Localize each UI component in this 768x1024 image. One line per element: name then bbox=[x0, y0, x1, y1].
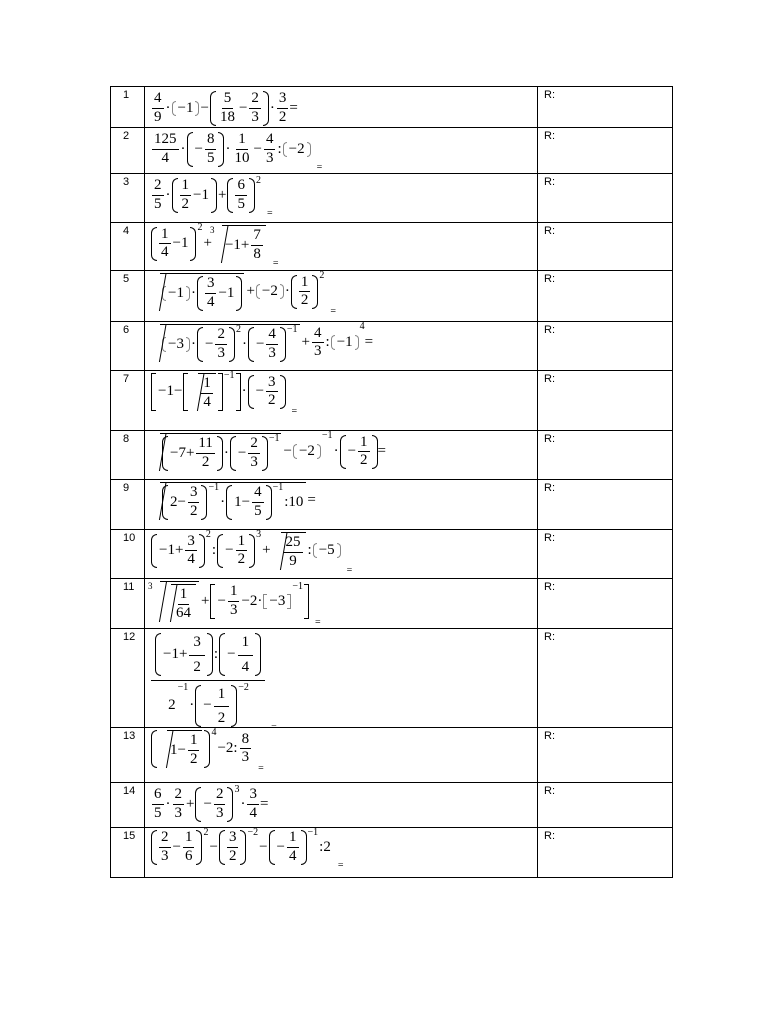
table-row bbox=[111, 783, 673, 828]
table-row bbox=[111, 728, 673, 783]
row-number: 4 bbox=[111, 223, 145, 271]
expression-cell bbox=[145, 128, 538, 174]
row-number: 14 bbox=[111, 783, 145, 828]
equals-sign: = bbox=[346, 564, 353, 576]
expression-cell bbox=[145, 530, 538, 579]
table-row bbox=[111, 579, 673, 629]
row-number: 10 bbox=[111, 530, 145, 579]
equals-sign: = bbox=[364, 334, 374, 351]
result-label: R: bbox=[538, 579, 673, 629]
expression-cell bbox=[145, 480, 538, 530]
equals-sign: = bbox=[337, 859, 344, 871]
expression-cell bbox=[145, 371, 538, 431]
result-label: R: bbox=[538, 371, 673, 431]
math-expression: −3 · − $\frac{2}{3}$ 2 · − $\frac{4}{3}$ −1 + $\frac{4}{3}$ : −1 4 = bbox=[151, 324, 373, 362]
math-expression: 6 5 · 2 3 + − $\frac{2}{3}$ 3 · $\frac{3}{4}$ = bbox=[154, 784, 269, 821]
expression-cell bbox=[145, 728, 538, 783]
exercise-table bbox=[110, 86, 673, 878]
math-expression: 4 9 · −1 − 5 18 − $\frac{2}{3}$ · $\frac{3}{2}$ = bbox=[154, 90, 298, 125]
expression-cell bbox=[145, 629, 538, 733]
math-expression: 1− $\frac{1}{2}$ 4 −2: $\frac{8}{3}$ = bbox=[151, 730, 264, 768]
math-expression: −7+ $\frac{11}{2}$ · − $\frac{2}{3}$ −1 − −2 −1 · − $\frac{1}{2}$ = bbox=[151, 433, 386, 471]
row-number: 7 bbox=[111, 371, 145, 431]
result-label: R: bbox=[538, 783, 673, 828]
equals-sign: = bbox=[258, 762, 264, 774]
table-row bbox=[111, 322, 673, 371]
table-row bbox=[111, 480, 673, 530]
expression-cell bbox=[145, 579, 538, 629]
equals-sign: = bbox=[259, 795, 269, 812]
equals-sign: = bbox=[289, 99, 298, 116]
row-number: 6 bbox=[111, 322, 145, 371]
result-label: R: bbox=[538, 271, 673, 322]
row-number: 13 bbox=[111, 728, 145, 783]
table-row bbox=[111, 223, 673, 271]
result-label: R: bbox=[538, 530, 673, 579]
expression-cell bbox=[145, 223, 538, 271]
equals-sign: = bbox=[271, 722, 277, 733]
row-number: 8 bbox=[111, 431, 145, 480]
table-row bbox=[111, 271, 673, 322]
equals-sign: = bbox=[377, 443, 386, 460]
math-expression: 125 4 · − $\frac{8}{5}$ · 1 10 − $\frac{4}{3}$ : −2 = bbox=[154, 131, 323, 173]
math-expression: 3 1 64 + − $\frac{1}{3}$ −2· −3 −1 = bbox=[148, 581, 321, 628]
row-number: 12 bbox=[111, 629, 145, 728]
row-number: 11 bbox=[111, 579, 145, 629]
table-row bbox=[111, 431, 673, 480]
math-expression: 2 3 − $\frac{1}{6}$ 2 − 3 2 −2 − − $\frac{1}{4}$ −1 :2 = bbox=[151, 830, 343, 865]
equals-sign: = bbox=[272, 257, 279, 269]
table-row bbox=[111, 828, 673, 878]
row-number: 1 bbox=[111, 87, 145, 128]
math-expression: 1 4 −1 2 + 3 −1+ $\frac{7}{8}$ = bbox=[151, 225, 279, 263]
table-row bbox=[111, 629, 673, 728]
expression-cell bbox=[145, 322, 538, 371]
equals-sign: = bbox=[315, 616, 321, 628]
math-expression: −1+ $\frac{3}{2}$ : − $\frac{1}{4}$ 2 −1 · − $\frac{1}{2}$ −2 = bbox=[151, 631, 277, 727]
row-number: 5 bbox=[111, 271, 145, 322]
math-expression: −1+ $\frac{3}{4}$ 2 : − $\frac{1}{2}$ 3 + 25 9 : −5 = bbox=[151, 532, 352, 570]
row-number: 3 bbox=[111, 174, 145, 223]
equals-sign: = bbox=[307, 492, 316, 509]
expression-cell bbox=[145, 828, 538, 878]
result-label: R: bbox=[538, 322, 673, 371]
result-label: R: bbox=[538, 431, 673, 480]
math-expression: −1 · 3 4 −1 + −2 · 1 2 2 = bbox=[151, 273, 336, 311]
row-number: 2 bbox=[111, 128, 145, 174]
result-label: R: bbox=[538, 728, 673, 783]
equals-sign: = bbox=[291, 405, 298, 417]
table-row bbox=[111, 128, 673, 174]
result-label: R: bbox=[538, 480, 673, 530]
equals-sign: = bbox=[266, 207, 273, 219]
expression-cell bbox=[145, 174, 538, 223]
table-row bbox=[111, 371, 673, 431]
table-row bbox=[111, 530, 673, 579]
math-expression: 2− $\frac{3}{2}$ −1 · 1− $\frac{4}{5}$ −1 :10 = bbox=[151, 482, 316, 520]
result-label: R: bbox=[538, 828, 673, 878]
row-number: 9 bbox=[111, 480, 145, 530]
result-label: R: bbox=[538, 223, 673, 271]
expression-cell bbox=[145, 431, 538, 480]
result-label: R: bbox=[538, 128, 673, 174]
expression-cell bbox=[145, 783, 538, 828]
row-number: 15 bbox=[111, 828, 145, 878]
equals-sign: = bbox=[316, 161, 323, 173]
equals-sign: = bbox=[330, 305, 337, 317]
result-label: R: bbox=[538, 87, 673, 128]
table-row bbox=[111, 87, 673, 128]
expression-cell bbox=[145, 271, 538, 322]
expression-cell bbox=[145, 87, 538, 128]
math-expression: 2 5 · 1 2 −1 + 6 5 2 = bbox=[154, 175, 273, 219]
result-label: R: bbox=[538, 629, 673, 728]
table-row bbox=[111, 174, 673, 223]
math-expression: −1− 1 4 −1 · − $\frac{3}{2}$ = bbox=[151, 373, 297, 411]
result-label: R: bbox=[538, 174, 673, 223]
